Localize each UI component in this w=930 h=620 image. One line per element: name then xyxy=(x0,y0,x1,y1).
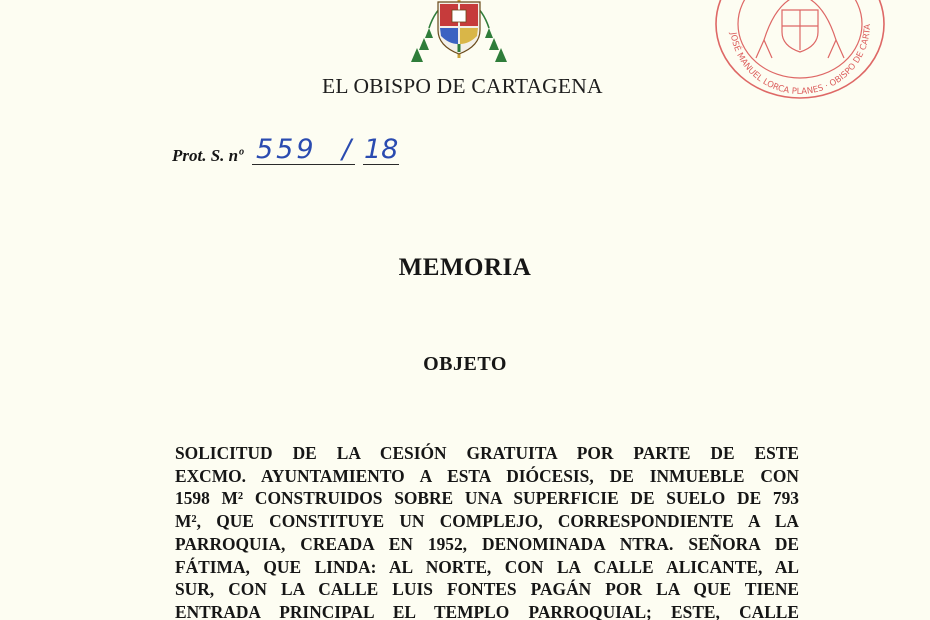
body-line: SUR, CON LA CALLE LUIS FONTES PAGÁN POR LA QUE TIENE xyxy=(175,579,799,600)
body-line: FÁTIMA, QUE LINDA: AL NORTE, CON LA CALLE ALICANTE, AL xyxy=(175,556,799,577)
body-line: M², QUE CONSTITUYE UN COMPLEJO, CORRESPONDIENTE A LA xyxy=(175,511,799,532)
body-paragraph xyxy=(175,442,799,620)
protocol-year: 18 xyxy=(364,134,399,165)
document-title: MEMORIA xyxy=(398,254,532,281)
section-heading: OBJETO xyxy=(423,353,507,375)
issuer-name: EL OBISPO DE CARTAGENA xyxy=(322,74,603,98)
body-line: SOLICITUD DE LA CESIÓN GRATUITA POR PARTE DE ESTE xyxy=(175,443,799,463)
body-line: ENTRADA PRINCIPAL EL TEMPLO PARROQUIAL; ESTE, CALLE xyxy=(175,601,799,620)
body-line: EXCMO. AYUNTAMIENTO A ESTA DIÓCESIS, DE INMUEBLE CON xyxy=(175,465,799,486)
protocol-label: Prot. S. nº xyxy=(172,146,244,165)
protocol-number: 559 xyxy=(256,134,317,165)
protocol-reference xyxy=(172,134,432,168)
body-line: PARROQUIA, CREADA EN 1952, DENOMINADA NTRA. SEÑORA DE xyxy=(175,533,799,554)
seal-text: JOSÉ MANUEL LORCA PLANES · OBISPO DE CARTA xyxy=(727,23,874,98)
episcopal-coat-of-arms-icon xyxy=(405,0,513,62)
body-line: 1598 M² CONSTRUIDOS SOBRE UNA SUPERFICIE DE SUELO DE 793 xyxy=(175,488,799,509)
protocol-separator: / xyxy=(342,134,352,165)
episcopal-seal-stamp-icon xyxy=(712,0,888,100)
